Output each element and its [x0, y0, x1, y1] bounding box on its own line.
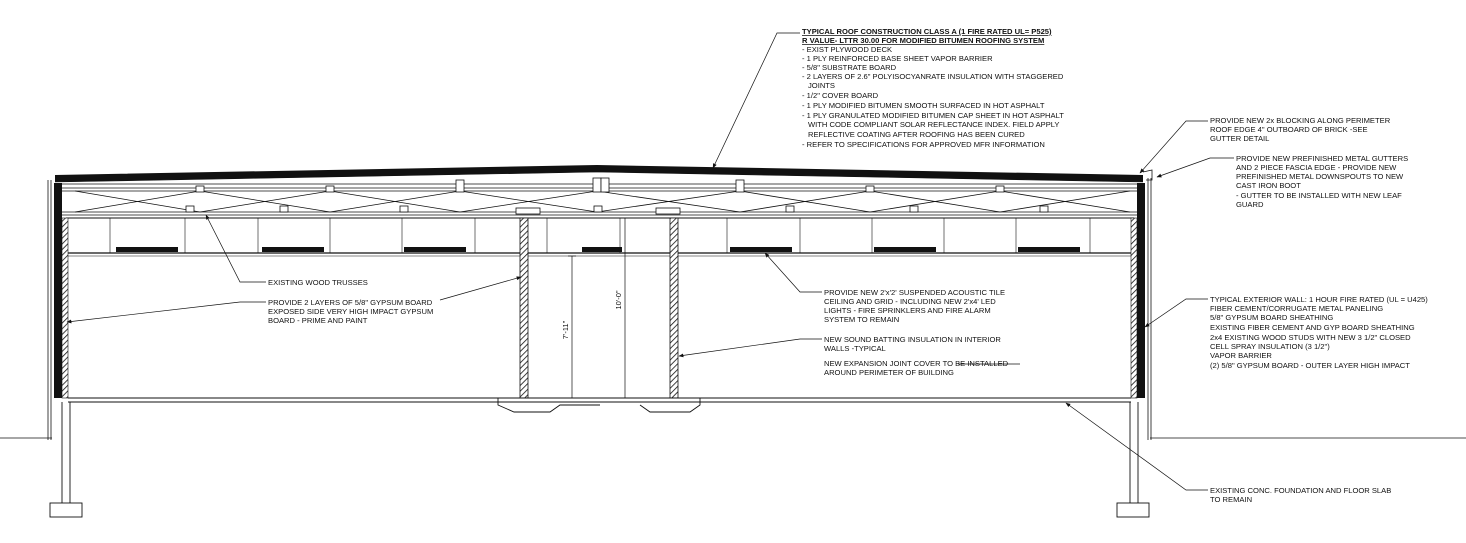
- blocking-note-line: PROVIDE NEW 2x BLOCKING ALONG PERIMETER: [1210, 116, 1391, 125]
- roof-note-subtitle: R VALUE- LTTR 30.00 FOR MODIFIED BITUMEN ROOFING SYSTEM: [802, 36, 1045, 45]
- roof-note-line: REFLECTIVE COATING AFTER ROOFING HAS BEEN CURED: [808, 130, 1025, 139]
- ceiling-note-line: PROVIDE NEW 2'x'2' SUSPENDED ACOUSTIC TILE: [824, 288, 1006, 297]
- wall-note-line: VAPOR BARRIER: [1210, 351, 1272, 360]
- led-light-fixtures: [116, 247, 1080, 252]
- floor-slab: [68, 398, 1131, 412]
- wall-note-line: (2) 5/8" GYPSUM BOARD - OUTER LAYER HIGH IMPACT: [1210, 361, 1410, 370]
- ceiling-note-line: SYSTEM TO REMAIN: [824, 315, 900, 324]
- roof-note-line: - 2 LAYERS OF 2.6" POLYISOCYANRATE INSULATION WITH STAGGERED: [802, 72, 1064, 81]
- blocking-note: [1210, 116, 1391, 143]
- foundation-note-line: TO REMAIN: [1210, 495, 1253, 504]
- roof-note-line: - EXIST PLYWOOD DECK: [802, 45, 893, 54]
- roof-note-line: - 1 PLY REINFORCED BASE SHEET VAPOR BARRIER: [802, 54, 993, 63]
- roof-note-line: - 5/8" SUBSTRATE BOARD: [802, 63, 897, 72]
- interior-wall-left: [520, 218, 528, 398]
- leader-foundation: [1066, 403, 1208, 490]
- leader-trusses: [206, 215, 266, 282]
- gutter-note-line: AND 2 PIECE FASCIA EDGE - PROVIDE NEW: [1236, 163, 1397, 172]
- leader-roof: [713, 33, 800, 168]
- exterior-wall-right: [1131, 170, 1152, 440]
- expansion-note-line: AROUND PERIMETER OF BUILDING: [824, 368, 954, 377]
- leader-gutter: [1157, 158, 1234, 177]
- leader-ceiling: [765, 253, 822, 292]
- insulation-note-line: NEW SOUND BATTING INSULATION IN INTERIOR: [824, 335, 1001, 344]
- wall-note-line: EXISTING FIBER CEMENT AND GYP BOARD SHEATHING: [1210, 323, 1415, 332]
- ceiling-note: [824, 288, 1005, 324]
- dimension-high: 10'-0": [614, 290, 623, 310]
- wall-note-line: CELL SPRAY INSULATION (3 1/2"): [1210, 342, 1330, 351]
- gypsum-note: [268, 298, 433, 325]
- wood-trusses: [58, 178, 1140, 215]
- gutter-note: [1236, 154, 1408, 209]
- wall-note: [1210, 295, 1428, 370]
- leader-lines: [67, 33, 1234, 490]
- roof-note-title: TYPICAL ROOF CONSTRUCTION CLASS A (1 FIRE RATED UL= P525): [802, 27, 1052, 36]
- wall-note-title: TYPICAL EXTERIOR WALL: 1 HOUR FIRE RATED (UL = U425): [1210, 295, 1428, 304]
- gypsum-note-line: PROVIDE 2 LAYERS OF 5/8" GYPSUM BOARD: [268, 298, 433, 307]
- wall-note-line: FIBER CEMENT/CORRUGATE METAL PANELING: [1210, 304, 1384, 313]
- leader-wall: [1145, 299, 1208, 327]
- wall-note-line: 5/8" GYPSUM BOARD SHEATHING: [1210, 313, 1334, 322]
- dimension-low: 7'-11": [561, 320, 570, 340]
- wall-note-line: 2x4 EXISTING WOOD STUDS WITH NEW 3 1/2" CLOSED: [1210, 333, 1411, 342]
- leader-gypsum-wall: [440, 277, 521, 300]
- truss-note: EXISTING WOOD TRUSSES: [268, 278, 368, 287]
- roof-note-line: - 1/2" COVER BOARD: [802, 91, 879, 100]
- roof-note-lines: [802, 45, 1064, 149]
- expansion-note: [824, 359, 1009, 377]
- blocking-note-line: GUTTER DETAIL: [1210, 134, 1270, 143]
- ceiling-note-line: CEILING AND GRID - INCLUDING NEW 2'x4' LED: [824, 297, 996, 306]
- gutter-note-line: PROVIDE NEW PREFINISHED METAL GUTTERS: [1236, 154, 1409, 163]
- foundation-note: [1210, 486, 1391, 504]
- blocking-note-line: ROOF EDGE 4" OUTBOARD OF BRICK -SEE: [1210, 125, 1368, 134]
- insulation-note-line: WALLS -TYPICAL: [824, 344, 886, 353]
- foundation-note-line: EXISTING CONC. FOUNDATION AND FLOOR SLAB: [1210, 486, 1392, 495]
- gypsum-note-line: BOARD - PRIME AND PAINT: [268, 316, 368, 325]
- roof-note-line: - 1 PLY GRANULATED MODIFIED BITUMEN CAP SHEET IN HOT ASPHALT: [802, 111, 1064, 120]
- roof-note-line: - 1 PLY MODIFIED BITUMEN SMOOTH SURFACED IN HOT ASPHALT: [802, 101, 1045, 110]
- ceiling-note-line: LIGHTS - FIRE SPRINKLERS AND FIRE ALARM: [824, 306, 991, 315]
- gutter-note-line: GUARD: [1236, 200, 1264, 209]
- gutter-note-line: PREFINISHED METAL DOWNSPOUTS TO NEW: [1236, 172, 1404, 181]
- leader-insulation: [679, 339, 822, 356]
- roof-note-line: WITH CODE COMPLIANT SOLAR REFLECTANCE INDEX. FIELD APPLY: [808, 120, 1060, 129]
- insulation-note: [824, 335, 1001, 353]
- gutter-note-line: - GUTTER TO BE INSTALLED WITH NEW LEAF: [1236, 191, 1402, 200]
- gypsum-note-line: EXPOSED SIDE VERY HIGH IMPACT GYPSUM: [268, 307, 434, 316]
- interior-wall-right: [670, 218, 678, 398]
- roof-note-line: JOINTS: [808, 81, 836, 90]
- leader-gypsum-left: [67, 302, 266, 322]
- expansion-note-line: NEW EXPANSION JOINT COVER TO BE INSTALLED: [824, 359, 1009, 368]
- footing-left: [50, 402, 82, 517]
- leader-blocking: [1140, 121, 1208, 173]
- exterior-wall-left: [48, 180, 68, 440]
- roof-note-line: - REFER TO SPECIFICATIONS FOR APPROVED MFR INFORMATION: [802, 140, 1045, 149]
- gutter-note-line: CAST IRON BOOT: [1236, 181, 1301, 190]
